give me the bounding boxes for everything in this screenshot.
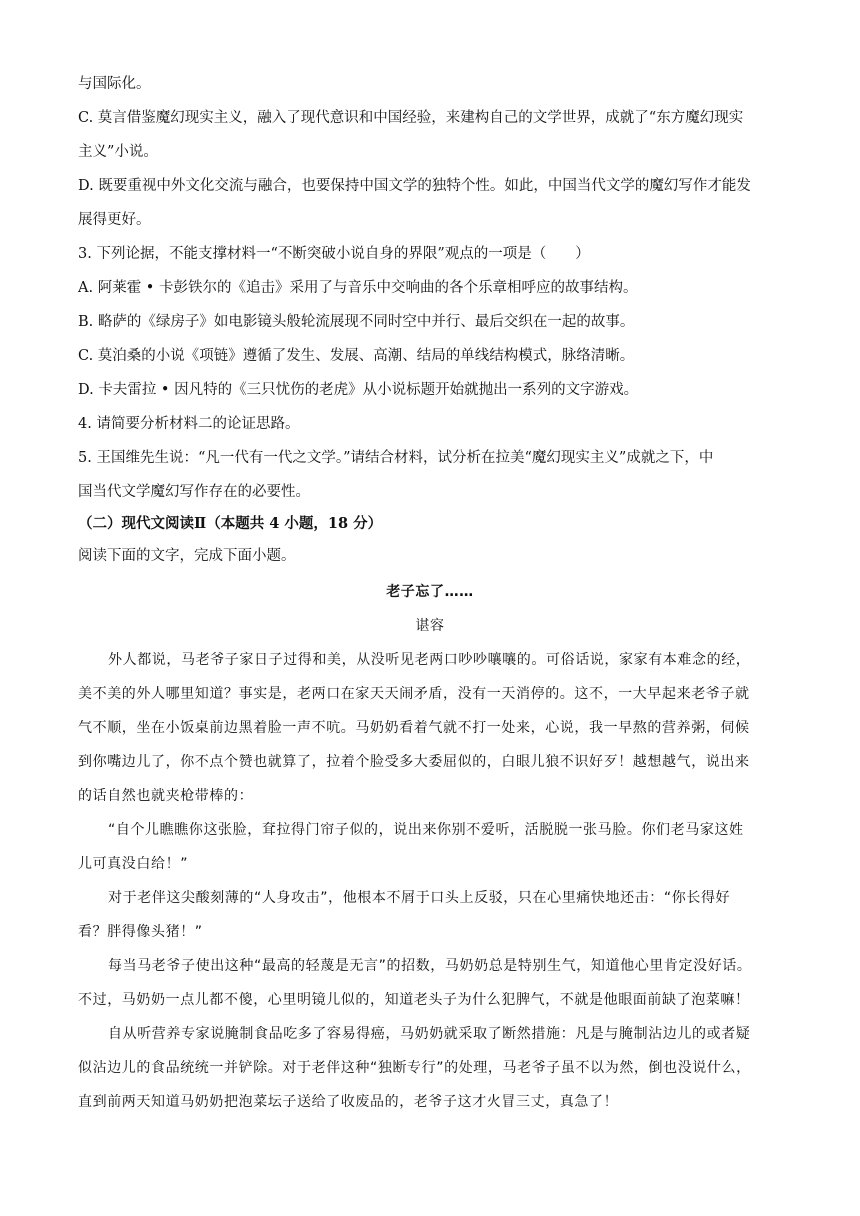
question-3: 3. 下列论据，不能支撑材料一“不断突破小说自身的界限”观点的一项是（ ）: [78, 246, 590, 262]
paragraph-line: 不过，马奶奶一点儿都不傻，心里明镜儿似的，知道老头子为什么犯脾气，不就是他眼面前缺了泡菜嘛！: [78, 992, 750, 1008]
option-d: D. 既要重视中外文化交流与融合，也要保持中国文学的独特个性。如此，中国当代文学的魔幻写作才能发: [78, 178, 751, 194]
question-5: 5. 王国维先生说：“凡一代有一代之文学。”请结合材料，试分析在拉美“魔幻现实主义”成就之下，中: [78, 450, 714, 466]
instruction: 阅读下面的文字，完成下面小题。: [78, 548, 296, 564]
text-line: 展得更好。: [78, 212, 151, 228]
section-heading: （二）现代文阅读Ⅱ（本题共 4 小题，18 分）: [78, 515, 383, 532]
paragraph-line: 的话自然也就夹枪带棒的：: [78, 788, 254, 804]
option-c: C. 莫泊桑的小说《项链》遵循了发生、发展、高潮、结局的单线结构模式，脉络清晰。: [78, 348, 635, 364]
text-line: 与国际化。: [78, 76, 151, 92]
paragraph-line: 外人都说，马老爷子家日子过得和美，从没听见老两口吵吵嚷嚷的。可俗话说，家家有本难念的经，: [108, 652, 751, 668]
paragraph-line: 气不顺，坐在小饭桌前边黑着脸一声不吭。马奶奶看着气就不打一处来，心说，我一早熬的营养粥，伺候: [78, 720, 750, 736]
option-a: A. 阿莱霍 • 卡彭铁尔的《追击》采用了与音乐中交响曲的各个乐章相呼应的故事结构。: [78, 280, 638, 296]
paragraph-line: 自从听营养专家说腌制食品吃多了容易得癌，马奶奶就采取了断然措施：凡是与腌制沾边儿的或者疑: [108, 1026, 751, 1042]
paragraph-line: 儿可真没白给！”: [78, 856, 189, 872]
paragraph-line: 美不美的外人哪里知道？事实是，老两口在家天天闹矛盾，没有一天消停的。这不，一大早起来老爷子就: [78, 686, 750, 702]
paragraph-line: 对于老伴这尖酸刻薄的“人身攻击”，他根本不屑于口头上反驳，只在心里痛快地还击：“你长得好: [108, 890, 731, 906]
option-c: C. 莫言借鉴魔幻现实主义，融入了现代意识和中国经验，来建构自己的文学世界，成就了“东方魔幻现实: [78, 110, 744, 126]
paragraph-line: “自个儿瞧瞧你这张脸，耷拉得门帘子似的，说出来你别不爱听，活脱脱一张马脸。你们老马家这姓: [108, 822, 744, 838]
story-title: 老子忘了……: [386, 584, 474, 600]
paragraph-line: 看？胖得像头猪！”: [78, 924, 203, 940]
option-b: B. 略萨的《绿房子》如电影镜头般轮流展现不同时空中并行、最后交织在一起的故事。: [78, 314, 635, 330]
story-author: 谌容: [415, 618, 445, 634]
paragraph-line: 似沾边儿的食品统统一并铲除。对于老伴这种“独断专行”的处理，马老爷子虽不以为然，倒也没说什么，: [78, 1060, 751, 1076]
option-d: D. 卡夫雷拉 • 因凡特的《三只忧伤的老虎》从小说标题开始就抛出一系列的文字游戏。: [78, 382, 639, 398]
paragraph-line: 直到前两天知道马奶奶把泡菜坛子送给了收废品的，老爷子这才火冒三丈，真急了！: [78, 1094, 619, 1110]
text-line: 国当代文学魔幻写作存在的必要性。: [78, 484, 310, 500]
paragraph-line: 每当马老爷子使出这种“最高的轻蔑是无言”的招数，马奶奶总是特别生气，知道他心里肯定没好话。: [108, 958, 752, 974]
paragraph-line: 到你嘴边儿了，你不点个赞也就算了，拉着个脸受多大委屈似的，白眼儿狼不识好歹！越想越气，说出来: [78, 754, 750, 770]
question-4: 4. 请简要分析材料二的论证思路。: [78, 416, 300, 432]
text-line: 主义”小说。: [78, 144, 158, 160]
